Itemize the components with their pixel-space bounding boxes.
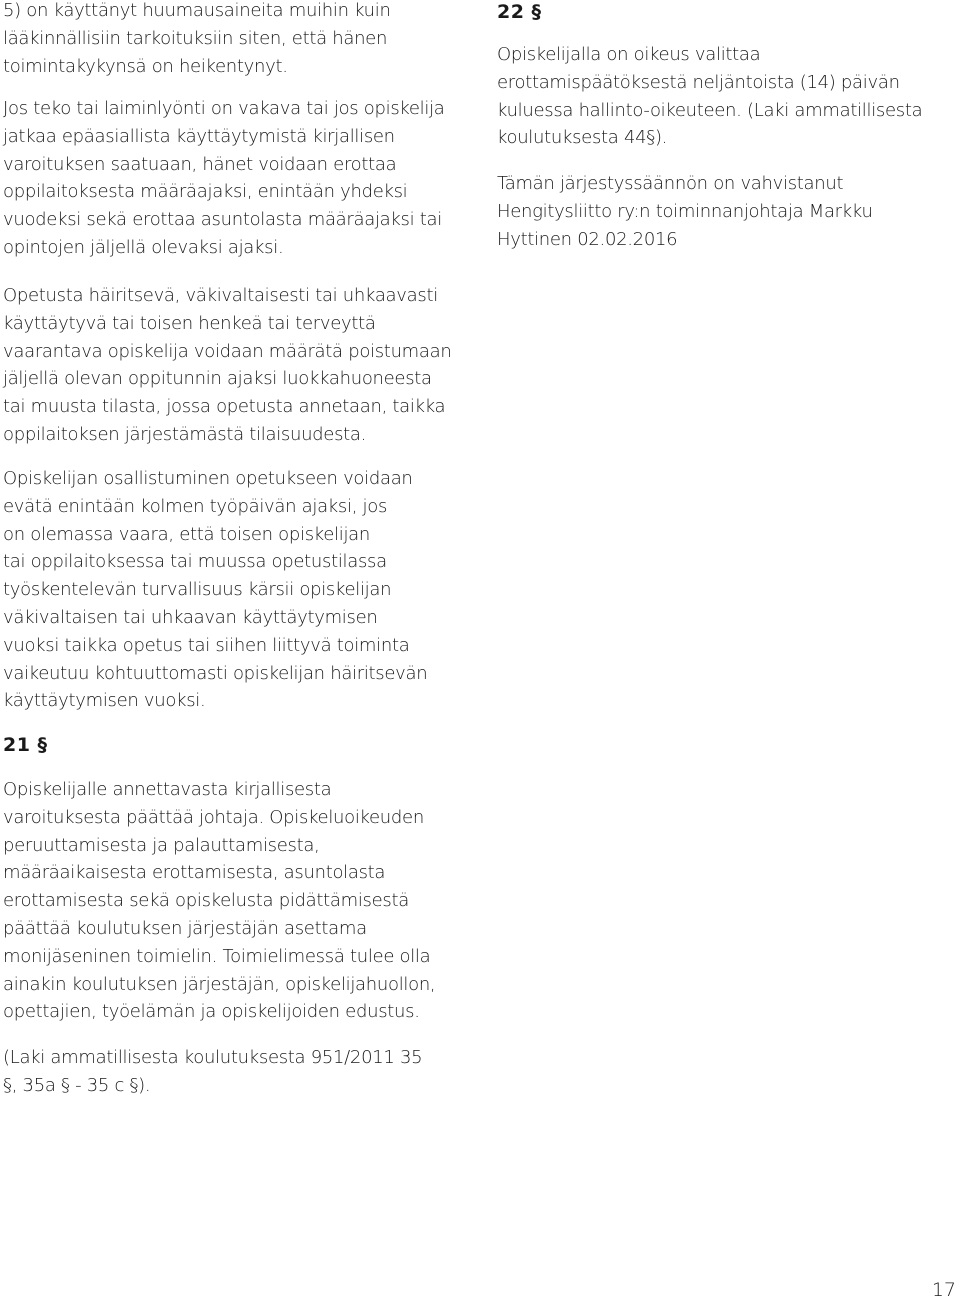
paragraph-item-5: 5) on käyttänyt huumausaineita muihin kuin lääkinnällisiin tarkoituksiin siten, että hänen toimintakykynsä on heikentynyt. xyxy=(3,0,391,77)
paragraph-serious-offence: Jos teko tai laiminlyönti on vakava tai jos opiskelija jatkaa epäasiallista käyttäytymistä kirjallisen varoituksen saatuaan, hänet voidaan erottaa oppilaitoksesta määräajaksi, enintään yhdeksi vuodeksi sekä erottaa asuntolasta määräajaksi tai opintojen jäljellä olevaksi ajaksi. xyxy=(3,98,445,258)
paragraph-approval: Tämän järjestyssäännön on vahvistanut Hengitysliitto ry:n toiminnanjohtaja Markku Hyttinen 02.02.2016 xyxy=(497,173,873,250)
paragraph-right-to-appeal: Opiskelijalla on oikeus valittaa erottamispäätöksestä neljäntoista (14) päivän kuluessa hallinto-oikeuteen. (Laki ammatillisesta koulutuksesta 44§). xyxy=(497,44,923,149)
section-heading-22: 22 § xyxy=(497,1,542,23)
paragraph-disruptive-behaviour: Opetusta häiritsevä, väkivaltaisesti tai uhkaavasti käyttäytyvä tai toisen henkeä tai terveyttä vaarantava opiskelija voidaan määrätä poistumaan jäljellä olevan oppitunnin ajaksi luokkahuoneesta tai muusta tilasta, jossa opetusta annetaan, taikka oppilaitoksen järjestämästä tilaisuudesta. xyxy=(3,285,452,445)
paragraph-participation-denial: Opiskelijan osallistuminen opetukseen voidaan evätä enintään kolmen työpäivän ajaksi, jos on olemassa vaara, että toisen opiskelijan tai oppilaitoksessa tai muussa opetustilassa työskentelevän turvallisuus kärsii opiskelijan väkivaltaisen tai uhkaavan käyttäytymisen vuoksi taikka opetus tai siihen liittyvä toiminta vaikeutuu kohtuuttomasti opiskelijan häiritsevän käyttäytymisen vuoksi. xyxy=(3,468,428,712)
section-heading-21: 21 § xyxy=(3,734,48,756)
paragraph-law-reference: (Laki ammatillisesta koulutuksesta 951/2011 35 §, 35a § - 35 c §). xyxy=(3,1047,423,1096)
paragraph-written-warning: Opiskelijalle annettavasta kirjallisesta varoituksesta päättää johtaja. Opiskeluoikeuden peruuttamisesta ja palauttamisesta, määräaikaisesta erottamisesta, asuntolasta erottamisesta sekä opiskelusta pidättämisestä päättää koulutuksen järjestäjän asettama monijäseninen toimielin. Toimielimessä tulee olla ainakin koulutuksen järjestäjän, opiskelijahuollon, opettajien, työelämän ja opiskelijoiden edustus. xyxy=(3,779,436,1023)
page-number: 17 xyxy=(931,1279,956,1301)
